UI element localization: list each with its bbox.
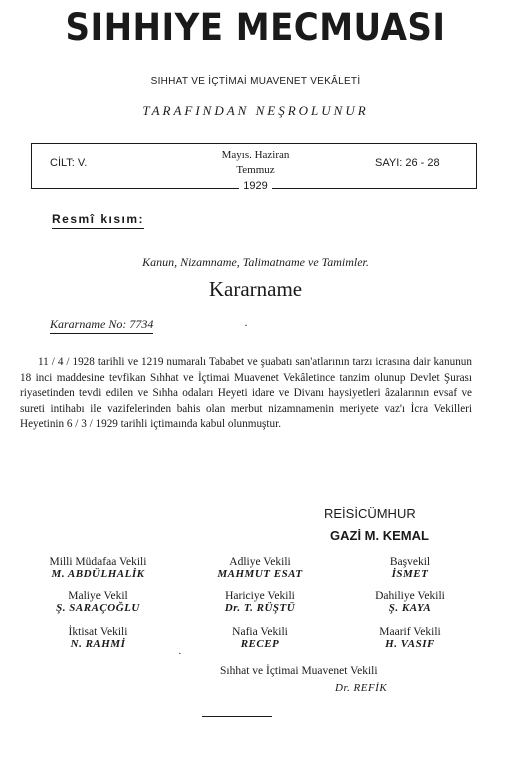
minister-name: Dr. REFİK <box>335 682 388 694</box>
months-label-2: Temmuz <box>236 164 275 176</box>
minister-role: Sıhhat ve İçtimai Muavenet Vekili <box>220 665 378 677</box>
signature-block <box>180 556 340 580</box>
signature-block <box>18 556 178 580</box>
section-category: Kanun, Nizamname, Talimatname ve Tamimler. <box>142 255 369 269</box>
signature-block <box>180 590 340 614</box>
closing-rule <box>202 716 272 717</box>
minister-role: Adliye Vekili <box>229 556 291 568</box>
minister-role: Milli Müdafaa Vekili <box>49 556 147 568</box>
issue-number-label: SAYI: 26 - 28 <box>375 157 440 169</box>
publisher-line: SIHHAT VE İÇTİMAİ MUAVENET VEKÂLETİ <box>150 76 361 87</box>
minister-name: Ş. SARAÇOĞLU <box>56 602 140 614</box>
signature-block <box>18 590 178 614</box>
document-title: Kararname <box>208 277 303 301</box>
decree-paragraph: 11 / 4 / 1928 tarihli ve 1219 numaralı Tababet ve şuabatı san'atlarının tarzı icrasına dair kanunun 18 inci maddesine tevfikan Sıhhat ve İçtimai Muavenet Vekâletince tanzim olunup Devlet Şurası riyasetinden tevdi edilen ve Sıhha odaları Heyeti idare ve Divanı haysiyetleri âzalarının evsaf ve sureti intihabı ile vazifelerinden bahis olan merbut nizamnamenin meriyete vaz'ı İcra Vekilleri Heyetinin 6 / 3 / 1929 tarihli içtimaında kabul olunmuştur. <box>20 356 472 430</box>
journal-title: SIHHIYE MECMUASI <box>65 6 446 49</box>
minister-name: H. VASIF <box>385 638 435 650</box>
minister-role: Dahiliye Vekili <box>375 590 445 602</box>
minister-role: Maliye Vekil <box>68 590 128 602</box>
signature-block <box>330 626 490 650</box>
year-label: 1929 <box>0 180 511 192</box>
minister-role: Nafia Vekili <box>232 626 288 638</box>
president-name: GAZİ M. KEMAL <box>330 528 429 543</box>
minister-name: M. ABDÜLHALİK <box>51 568 145 580</box>
signature-block <box>330 590 490 614</box>
minister-name: RECEP <box>240 638 280 650</box>
minister-role: Maarif Vekili <box>379 626 441 638</box>
signature-block <box>330 556 490 580</box>
minister-name: Dr. T. RÜŞTÜ <box>224 602 296 614</box>
minister-role: Başvekil <box>389 556 431 568</box>
minister-name: Ş. KAYA <box>388 602 432 614</box>
minister-name: N. RAHMİ <box>70 638 126 650</box>
minister-role: Hariciye Vekili <box>225 590 295 602</box>
separator-dot: · <box>244 318 248 332</box>
decree-body <box>20 355 472 433</box>
minister-role: İktisat Vekili <box>68 626 128 638</box>
decree-number: Kararname No: 7734 <box>50 317 153 334</box>
president-title: REİSİCÜMHUR <box>324 506 416 521</box>
signature-block <box>180 626 340 650</box>
volume-label: CİLT: V. <box>50 157 88 169</box>
separator-dot: · <box>178 648 182 660</box>
published-by-line: TARAFINDAN NEŞROLUNUR <box>142 103 369 118</box>
minister-name: İSMET <box>391 568 429 580</box>
months-label: Mayıs. Haziran <box>221 149 290 161</box>
minister-name: MAHMUT ESAT <box>217 568 303 580</box>
signature-block <box>18 626 178 650</box>
section-heading: Resmî kısım: <box>52 212 144 229</box>
